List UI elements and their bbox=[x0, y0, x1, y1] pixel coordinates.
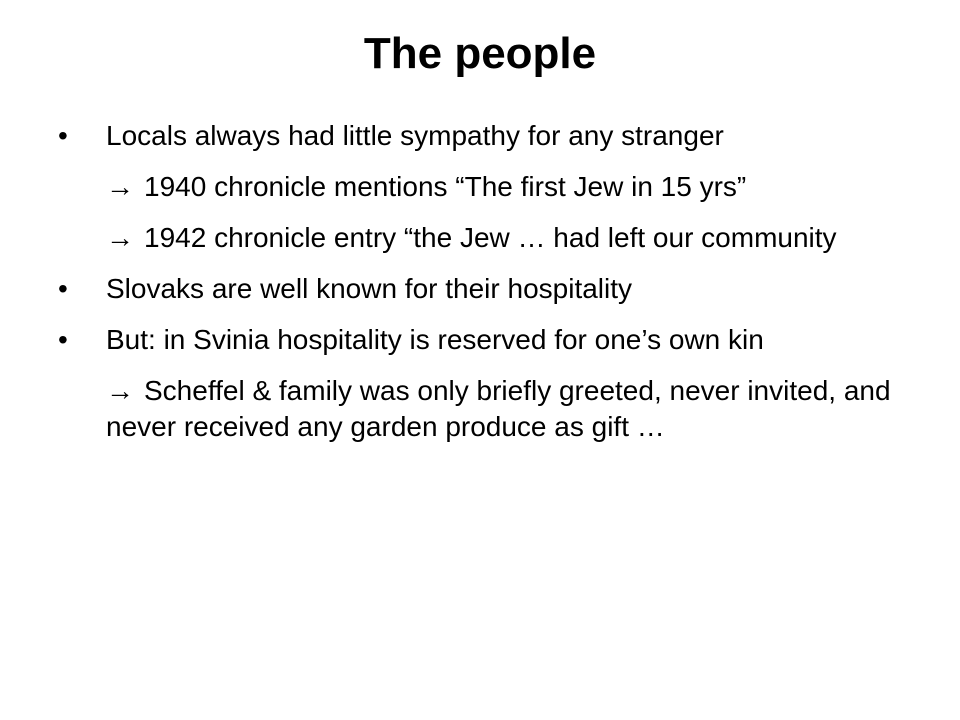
bullet-icon: • bbox=[58, 273, 68, 304]
bullet-text: But: in Svinia hospitality is reserved for one’s own kin bbox=[106, 324, 764, 355]
right-arrow-icon: → bbox=[106, 171, 134, 202]
slide-content bbox=[58, 118, 904, 460]
right-arrow-icon: → bbox=[106, 375, 134, 406]
arrow-text: 1940 chronicle mentions “The first Jew in 15 yrs” bbox=[144, 171, 747, 202]
arrow-item bbox=[58, 220, 904, 256]
arrow-item bbox=[58, 373, 904, 445]
slide-title: The people bbox=[363, 29, 597, 78]
arrow-text: Scheffel & family was only briefly greeted, never invited, and never received any garden produce as gift … bbox=[106, 375, 891, 442]
bullet-item bbox=[58, 271, 904, 307]
right-arrow-icon: → bbox=[106, 222, 134, 253]
bullet-icon: • bbox=[58, 120, 68, 151]
bullet-item bbox=[58, 118, 904, 154]
bullet-icon: • bbox=[58, 324, 68, 355]
bullet-item bbox=[58, 322, 904, 358]
arrow-text: 1942 chronicle entry “the Jew … had left our community bbox=[144, 222, 837, 253]
bullet-text: Slovaks are well known for their hospitality bbox=[106, 273, 633, 304]
arrow-item bbox=[58, 169, 904, 205]
bullet-text: Locals always had little sympathy for any stranger bbox=[106, 120, 724, 151]
